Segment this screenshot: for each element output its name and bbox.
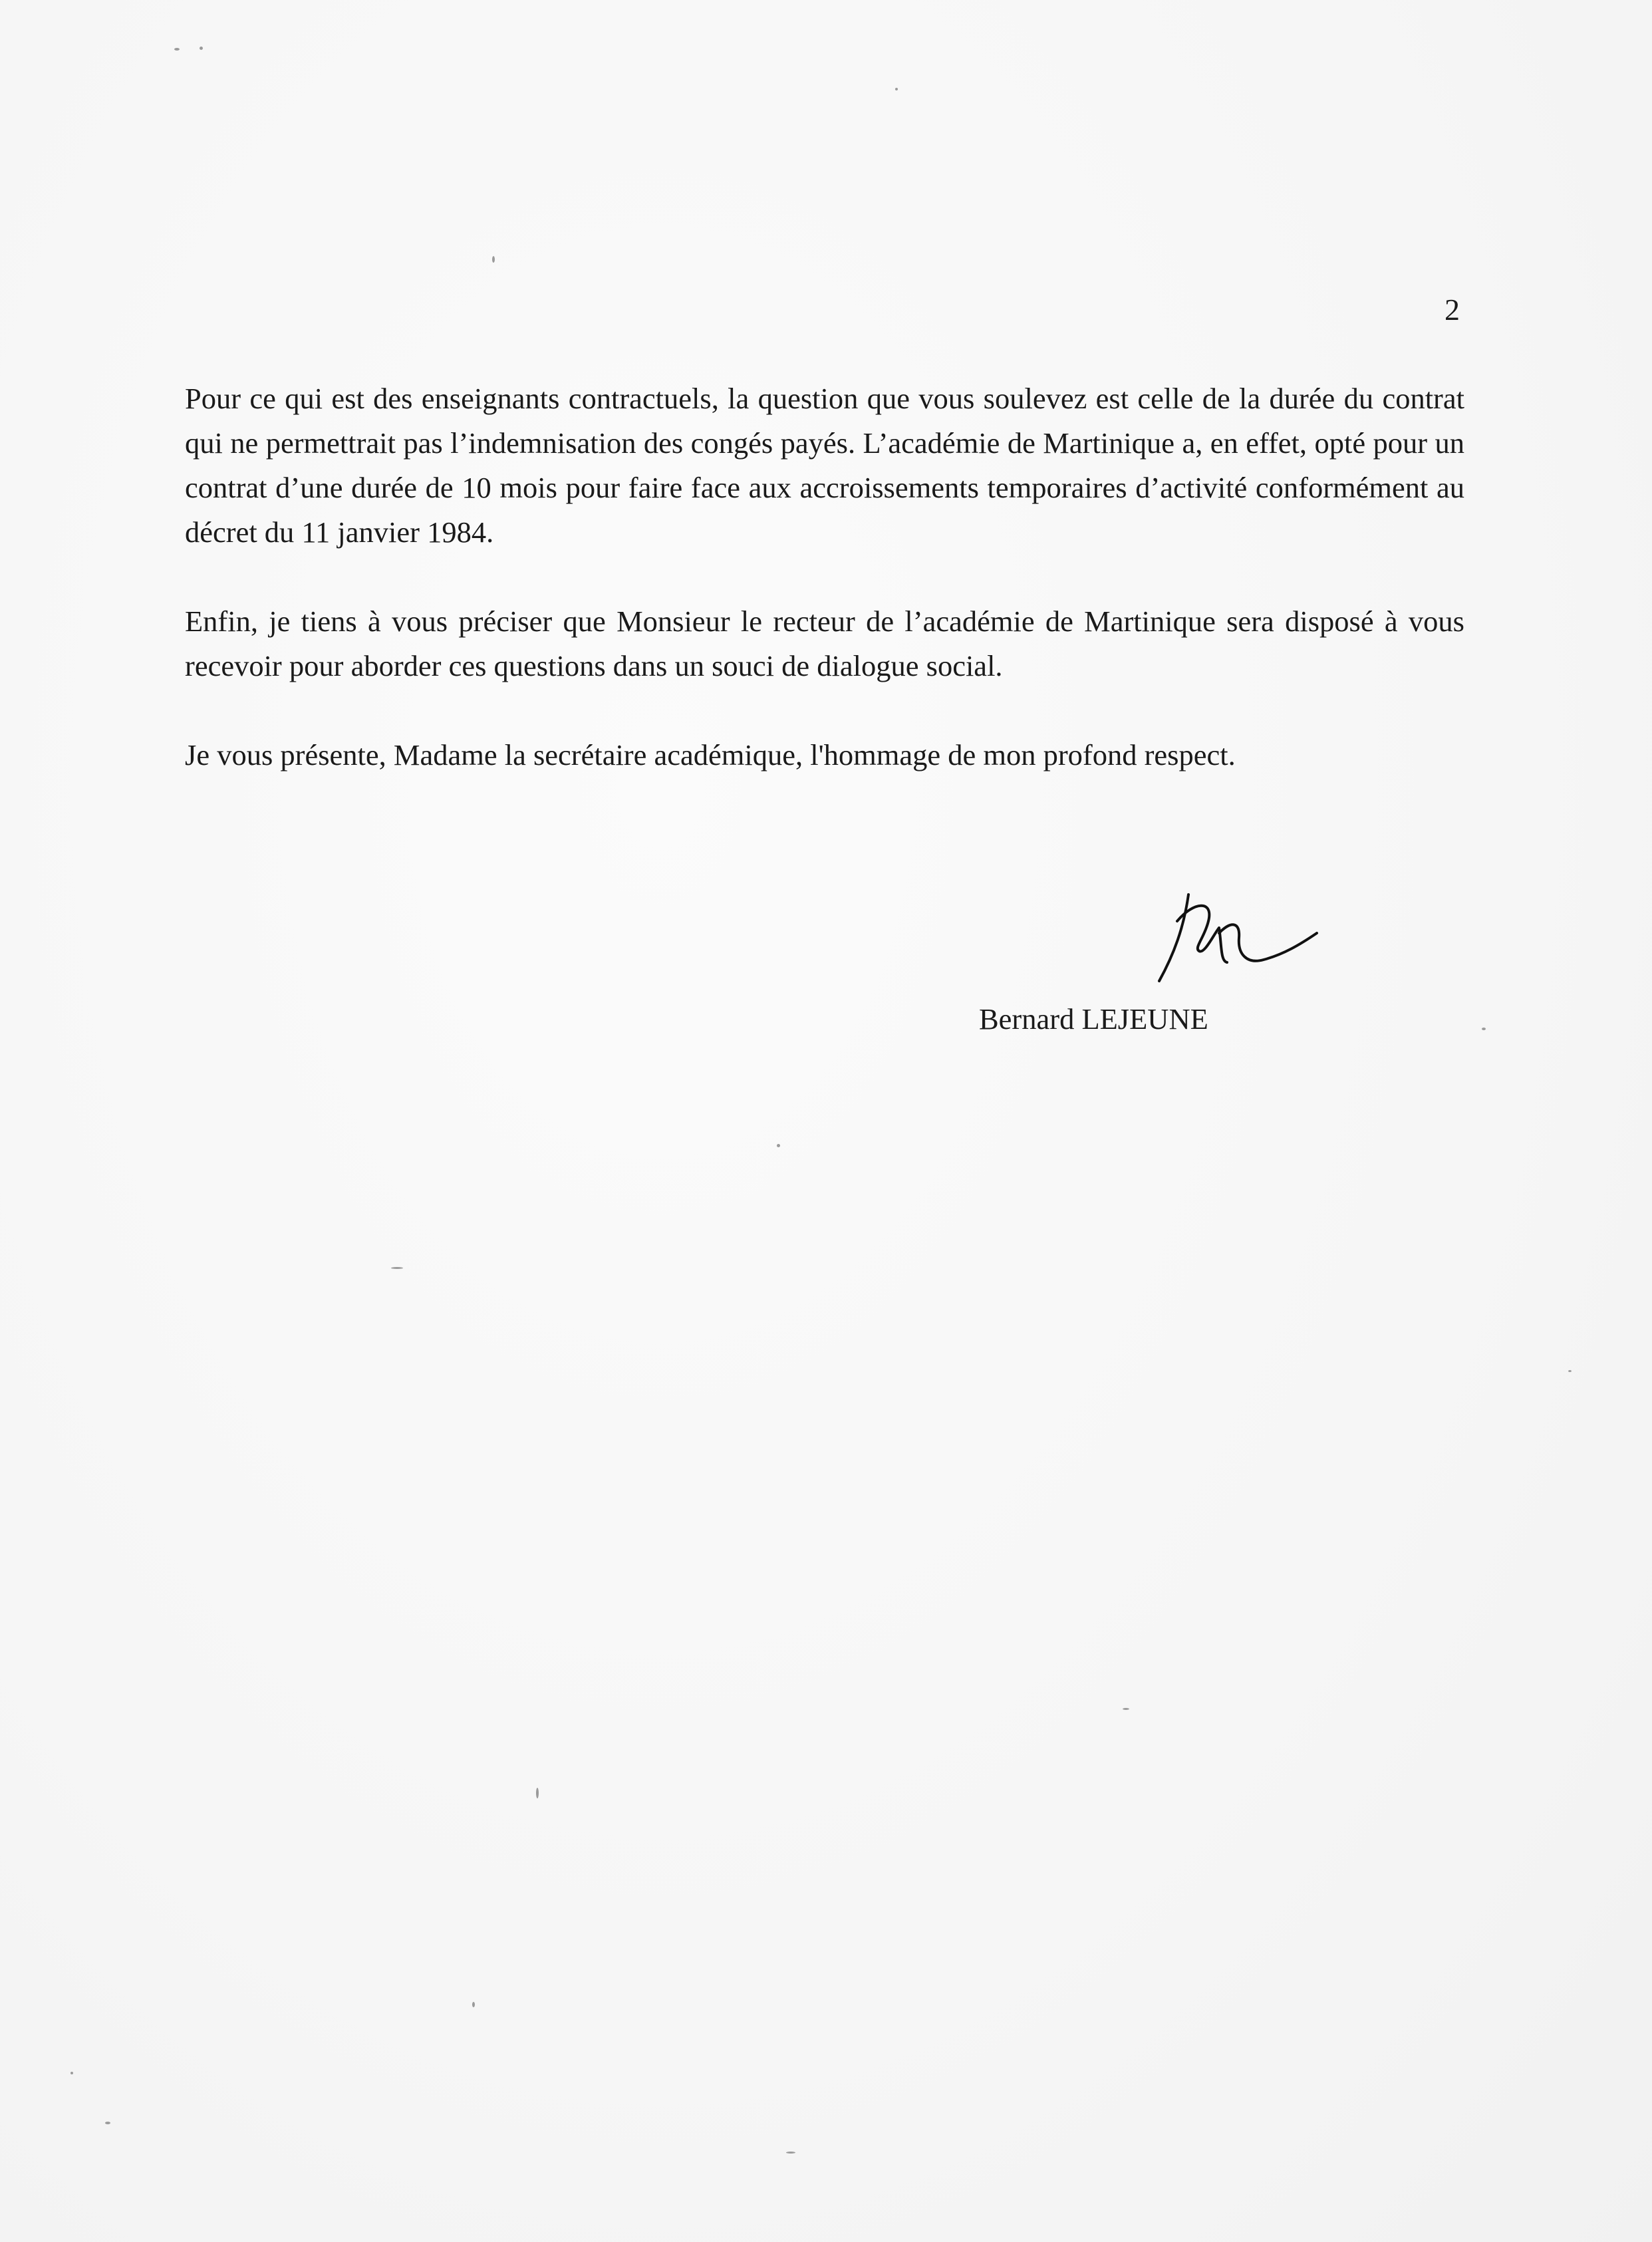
scan-speck — [786, 2152, 795, 2154]
scan-speck — [1568, 1370, 1572, 1372]
signer-name: Bernard LEJEUNE — [979, 1002, 1208, 1036]
scan-speck — [174, 48, 180, 51]
scan-speck — [895, 88, 898, 90]
scan-speck — [472, 2002, 475, 2007]
scan-speck — [492, 256, 495, 263]
handwritten-signature — [1147, 881, 1320, 988]
scan-speck — [105, 2122, 110, 2124]
scan-speck — [70, 2072, 73, 2074]
scan-speck — [200, 47, 203, 50]
scan-speck — [1482, 1028, 1486, 1030]
paragraph-closing-salutation: Je vous présente, Madame la secrétaire académique, l'hommage de mon profond respect. — [185, 738, 1236, 771]
scan-speck — [1123, 1708, 1129, 1710]
scan-speck — [391, 1267, 403, 1269]
paragraph-rector-meeting: Enfin, je tiens à vous préciser que Monsieur le recteur de l’académie de Martinique sera disposé à vous recevoir pour aborder ces questions dans un souci de dialogue social. — [185, 605, 1464, 682]
page-number: 2 — [1445, 293, 1460, 327]
paragraph-contract-teachers: Pour ce qui est des enseignants contractuels, la question que vous soulevez est celle de la durée du contrat qui ne permettrait pas l’indemnisation des congés payés. L’académie de Martinique a, en effet, opté pour un contrat d’une durée de 10 mois pour faire face aux accroissements temporaires d’activité conformément au décret du 11 janvier 1984. — [185, 382, 1464, 549]
scan-speck — [536, 1788, 539, 1798]
scan-speck — [777, 1144, 780, 1147]
letter-body — [185, 376, 1464, 822]
